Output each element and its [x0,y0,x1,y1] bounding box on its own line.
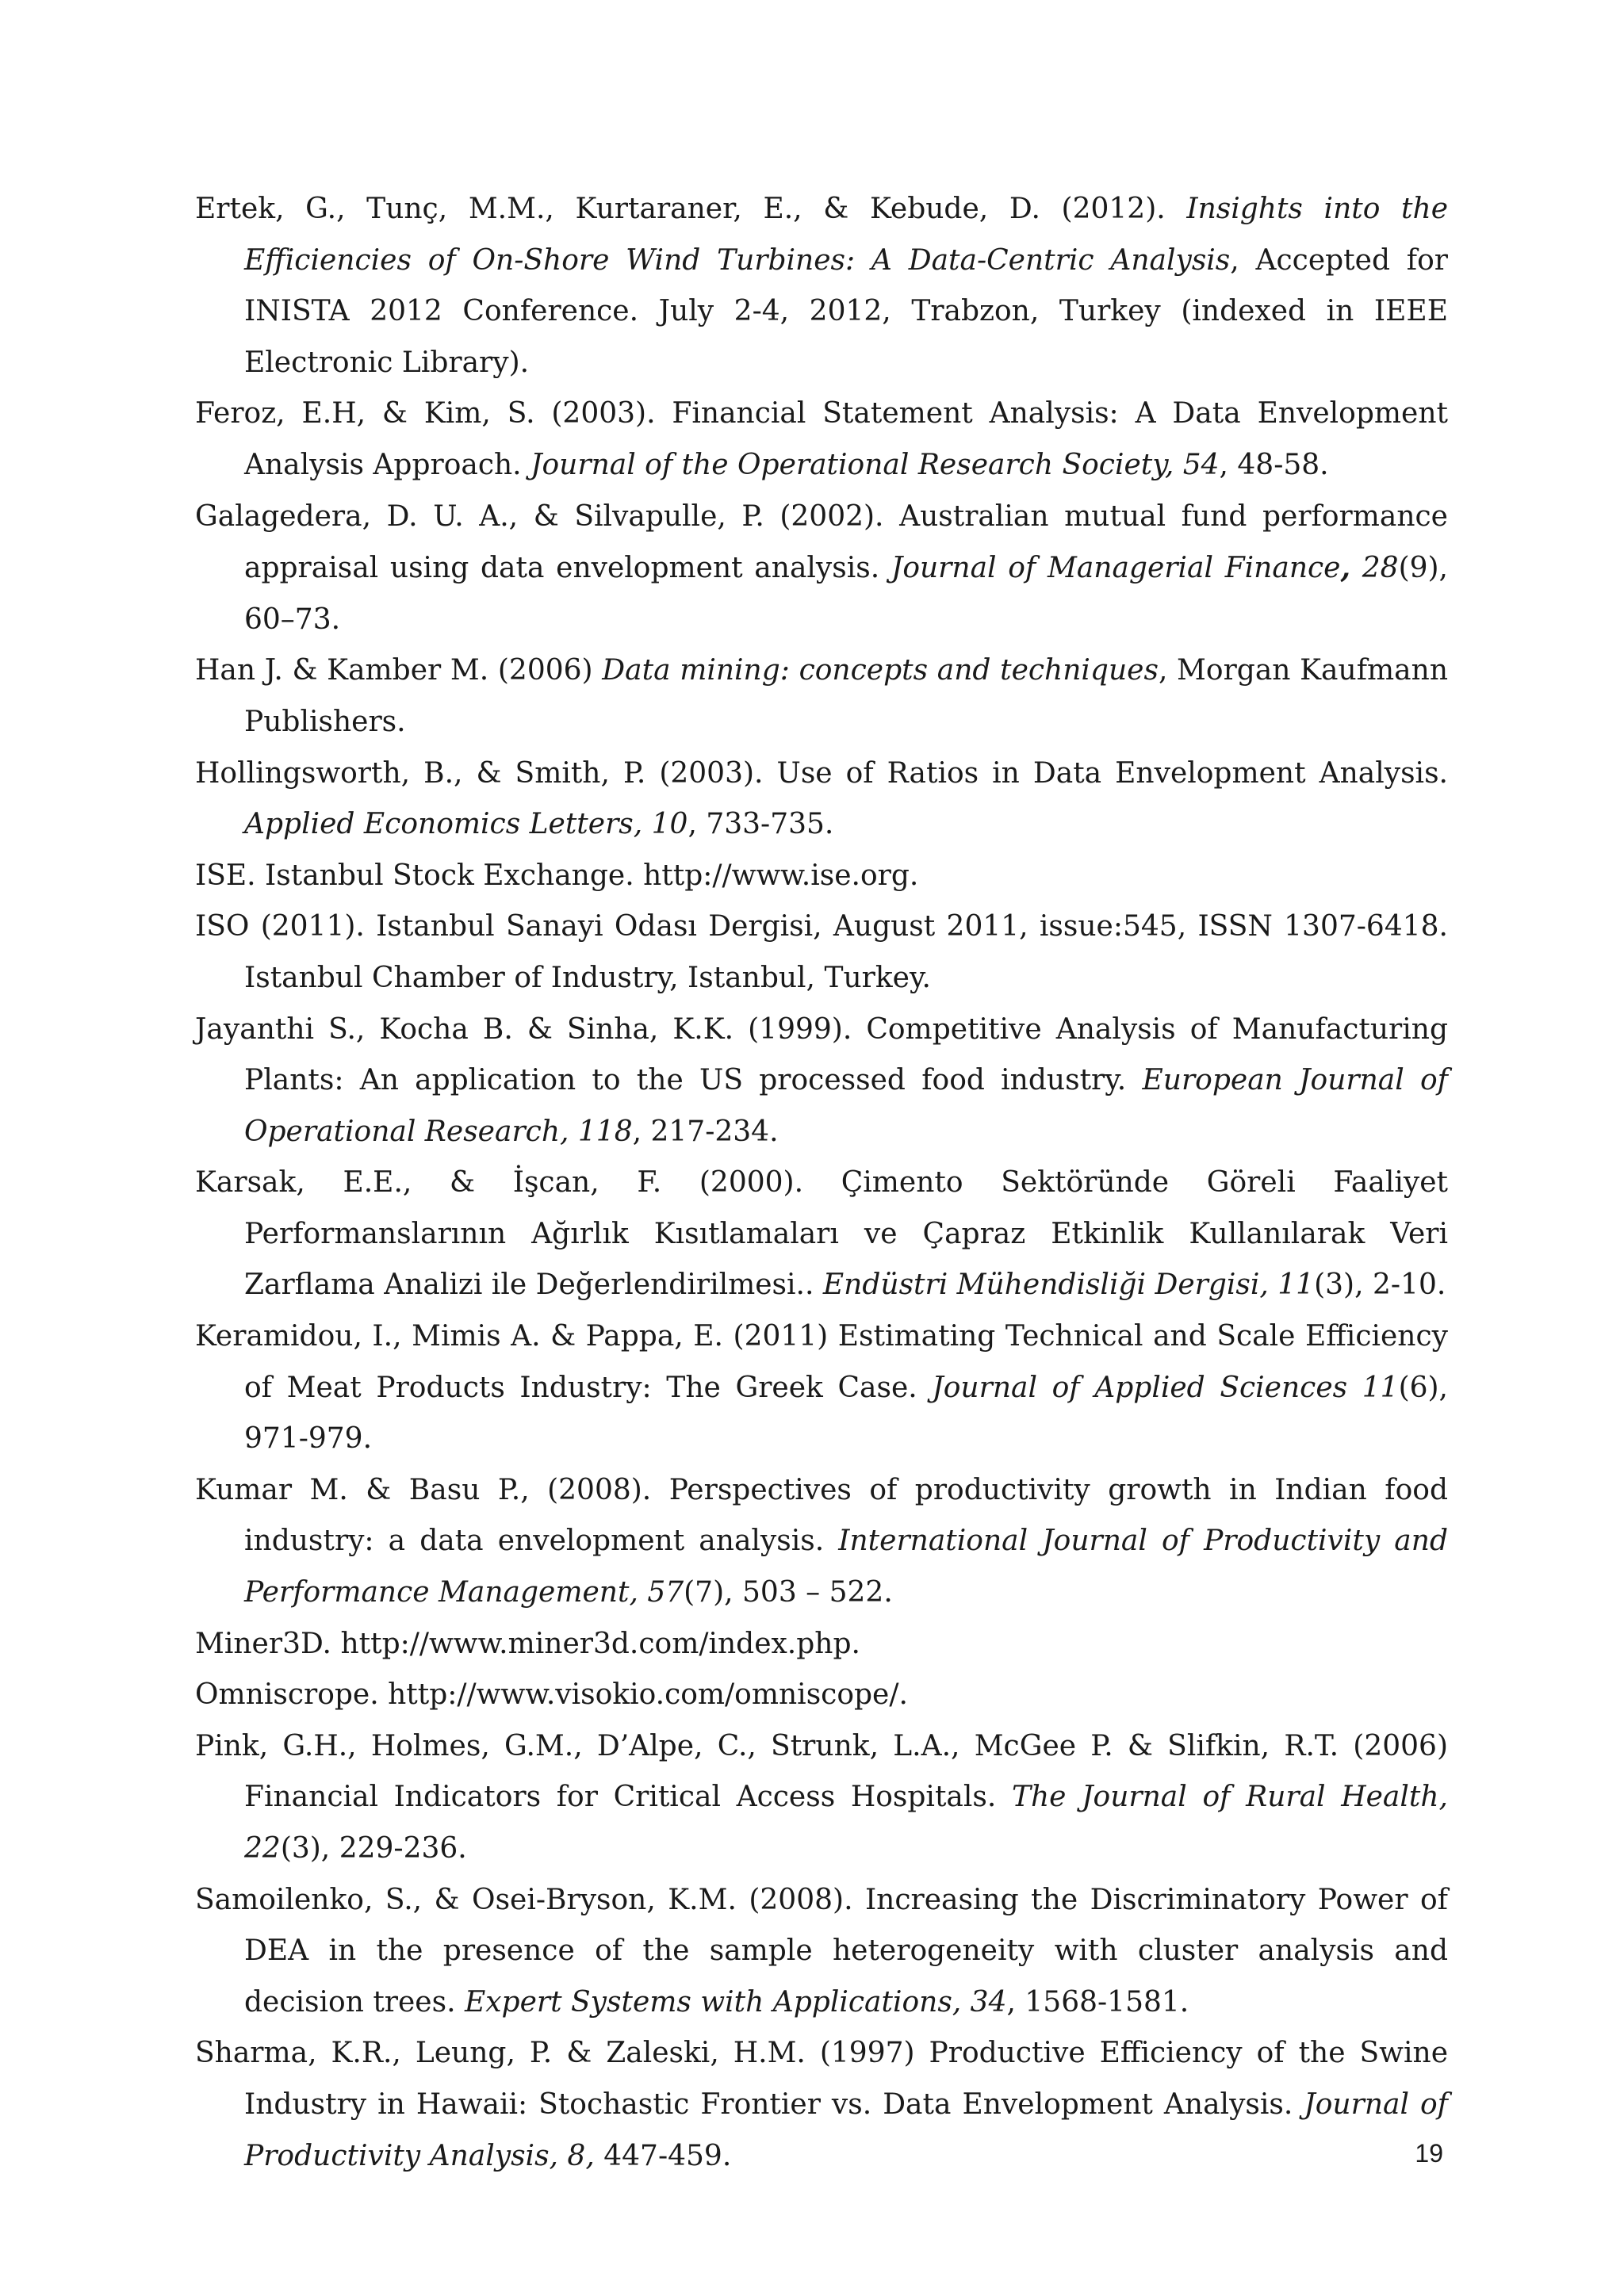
reference-text: (3), 2-10. [1314,1269,1446,1302]
reference-italic-text: Data mining: concepts and techniques [602,654,1159,687]
reference-entry [195,1465,1448,1619]
reference-text: Karsak, E.E., & İşcan, F. (2000). Çimento Sektöründe Göreli Faaliyet Performanslarının Ağırlık Kısıtlamaları ve Çapraz Etkinlik Kullanılarak Veri Zarflama Analizi ile Değerlendirilmesi.. [195,1166,1448,1302]
reference-entry [195,901,1448,1004]
reference-italic-text: Journal of the Operational Research Society, 54 [530,448,1220,481]
reference-text: (7), 503 – 522. [684,1576,893,1609]
reference-bold-italic-text: , [1340,551,1351,585]
reference-entry [195,1311,1448,1465]
reference-entry [195,1004,1448,1158]
reference-italic-text: Journal of Productivity Analysis, 8, [244,2087,1448,2172]
page-number: 19 [1415,2139,1443,2168]
reference-entry [195,2028,1448,2182]
reference-text: Keramidou, I., Mimis A. & Pappa, E. (2011) Estimating Technical and Scale Efficiency of Meat Products Industry: The Greek Case. [195,1320,1448,1404]
reference-text: 447-459. [594,2139,732,2172]
reference-text: , 1568-1581. [1006,1985,1189,2019]
reference-text: Hollingsworth, B., & Smith, P. (2003). Use of Ratios in Data Envelopment Analysis. [195,756,1448,790]
reference-italic-text: Endüstri Mühendisliği Dergisi, 11 [822,1269,1315,1302]
reference-text: Samoilenko, S., & Osei-Bryson, K.M. (2008). Increasing the Discriminatory Power of DEA in the presence of the sample heterogeneity with cluster analysis and decision trees. [195,1883,1448,2019]
reference-italic-text: The Journal of Rural Health, 22 [244,1781,1449,1865]
reference-entry [195,1619,1448,1670]
reference-text: ISE. Istanbul Stock Exchange. http://www.ise.org. [195,859,919,892]
reference-entry [195,1158,1448,1311]
reference-text: Ertek, G., Tunç, M.M., Kurtaraner, E., & Kebude, D. (2012). [195,193,1187,225]
reference-text: Omniscrope. http://www.visokio.com/omniscope/. [195,1678,908,1712]
reference-entry [195,645,1448,748]
reference-text: (3), 229-236. [280,1832,467,1865]
reference-entry [195,748,1448,851]
reference-text: Pink, G.H., Holmes, G.M., D’Alpe, C., Strunk, L.A., McGee P. & Slifkin, R.T. (2006) Financial Indicators for Critical Access Hospitals. [195,1729,1448,1814]
reference-text: , 48-58. [1219,448,1329,481]
reference-entry [195,184,1448,388]
reference-text: , Morgan Kaufmann Publishers. [244,654,1449,738]
reference-text: Feroz, E.H, & Kim, S. (2003). Financial Statement Analysis: A Data Envelopment Analysis Approach. [195,397,1448,481]
reference-text: Galagedera, D. U. A., & Silvapulle, P. (2002). Australian mutual fund performance appraisal using data envelopment analysis. [195,499,1448,585]
reference-italic-text: European Journal of Operational Research, 118 [244,1064,1448,1148]
reference-text: ISO (2011). Istanbul Sanayi Odası Dergisi, August 2011, issue:545, ISSN 1307-6418. Istanbul Chamber of Industry, Istanbul, Turkey. [195,910,1448,994]
reference-entry [195,492,1448,646]
reference-text: Jayanthi S., Kocha B. & Sinha, K.K. (1999). Competitive Analysis of Manufacturing Plants: An application to the US processed food industry. [195,1012,1448,1097]
reference-text: , Accepted for INISTA 2012 Conference. July 2-4, 2012, Trabzon, Turkey (indexed in IEEE Electronic Library). [244,243,1448,379]
reference-entry [195,851,1448,902]
reference-text: , 733-735. [688,808,834,841]
reference-list [195,184,1448,2182]
reference-entry [195,1670,1448,1721]
reference-entry [195,1875,1448,2029]
reference-italic-text: Expert Systems with Applications, 34 [464,1985,1007,2019]
reference-italic-text: 28 [1362,552,1399,585]
reference-text: (9), 60–73. [244,552,1448,636]
reference-italic-text: International Journal of Productivity and Performance Management, 57 [244,1525,1448,1609]
reference-italic-text: Journal of Managerial Finance [891,552,1341,585]
reference-italic-text: Applied Economics Letters, 10 [244,808,688,841]
reference-text: Sharma, K.R., Leung, P. & Zaleski, H.M. (1997) Productive Efficiency of the Swine Industry in Hawaii: Stochastic Frontier vs. Data Envelopment Analysis. [195,2037,1448,2121]
reference-text [1350,552,1362,584]
reference-text: Han J. & Kamber M. (2006) [195,654,603,687]
reference-entry [195,388,1448,491]
reference-text: Miner3D. http://www.miner3d.com/index.php. [195,1627,860,1660]
reference-italic-text: Insights into the Efficiencies of On-Shore Wind Turbines: A Data-Centric Analysis [244,193,1449,277]
reference-italic-text: Journal of Applied Sciences 11 [932,1371,1399,1404]
reference-bold-italic-wrapper [1340,552,1350,584]
reference-text: Kumar M. & Basu P., (2008). Perspectives of productivity growth in Indian food industry: a data envelopment analysis. [195,1473,1448,1558]
reference-text: (6), 971-979. [244,1371,1448,1456]
reference-entry [195,1721,1448,1875]
reference-text: , 217-234. [632,1115,779,1148]
